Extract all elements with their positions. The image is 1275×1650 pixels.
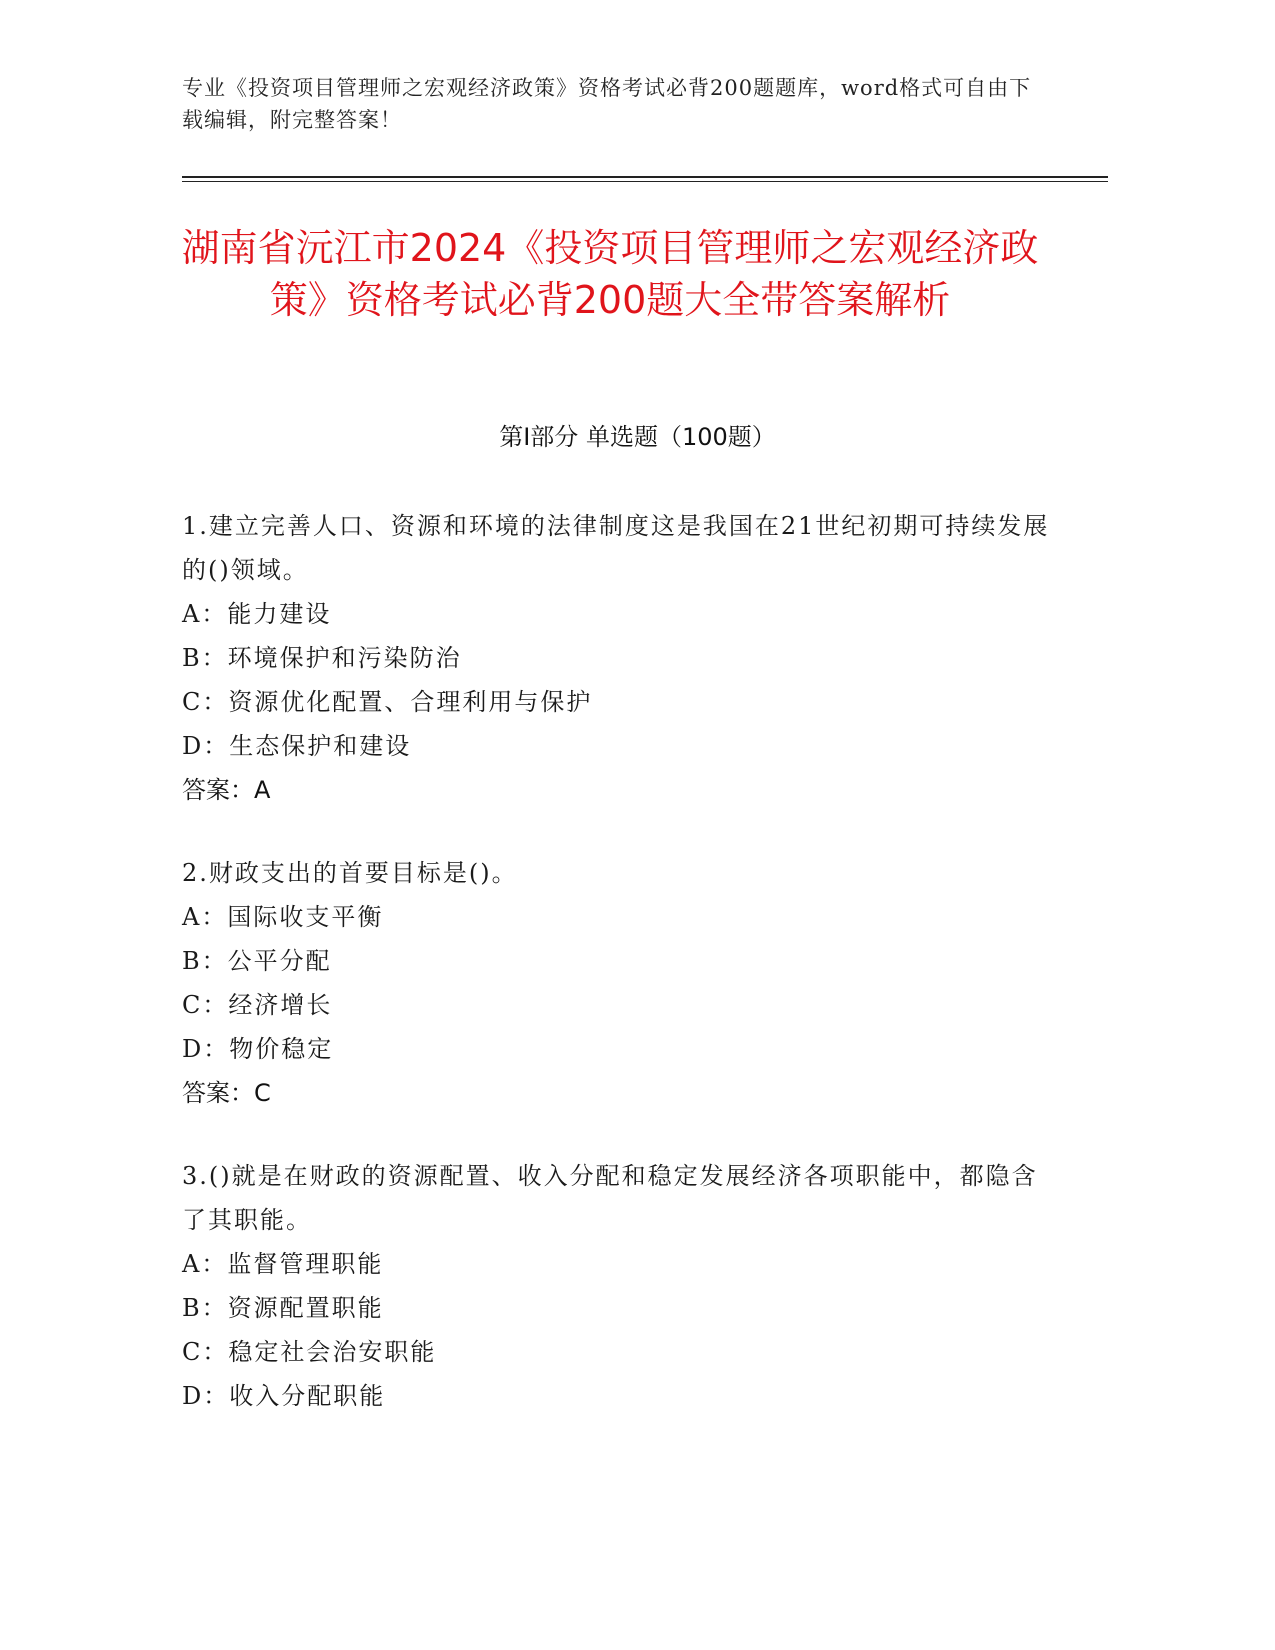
option-a: A：监督管理职能 [182, 1250, 384, 1278]
question-stem: 3.()就是在财政的资源配置、收入分配和稳定发展经济各项职能中，都隐含了其职能。 [182, 1162, 1038, 1234]
question-2 [182, 851, 1052, 1115]
question-stem: 1.建立完善人口、资源和环境的法律制度这是我国在21世纪初期可持续发展的()领域。 [182, 512, 1050, 584]
option-d: D：物价稳定 [182, 1035, 334, 1063]
option-c: C：经济增长 [182, 991, 333, 1019]
option-d: D：生态保护和建设 [182, 732, 412, 760]
option-b: B：公平分配 [182, 947, 332, 975]
answer: 答案：A [182, 776, 271, 804]
option-a: A：能力建设 [182, 600, 332, 628]
option-a: A：国际收支平衡 [182, 903, 384, 931]
header-note: 专业《投资项目管理师之宏观经济政策》资格考试必背200题题库，word格式可自由下载编辑，附完整答案！ [182, 76, 1032, 132]
option-c: C：资源优化配置、合理利用与保护 [182, 688, 593, 716]
answer: 答案：C [182, 1079, 271, 1107]
option-c: C：稳定社会治安职能 [182, 1338, 437, 1366]
question-3 [182, 1154, 1052, 1418]
question-list [182, 504, 1052, 1457]
document-title: 湖南省沅江市2024《投资项目管理师之宏观经济政策》资格考试必背200题大全带答案解析 [181, 226, 1039, 322]
header-divider [182, 176, 1108, 178]
question-1 [182, 504, 1052, 812]
question-stem: 2.财政支出的首要目标是()。 [182, 859, 518, 887]
header-divider-thin [182, 181, 1108, 182]
option-b: B：资源配置职能 [182, 1294, 384, 1322]
option-d: D：收入分配职能 [182, 1382, 386, 1410]
option-b: B：环境保护和污染防治 [182, 644, 462, 672]
section-title: 第I部分 单选题（100题） [499, 423, 776, 451]
